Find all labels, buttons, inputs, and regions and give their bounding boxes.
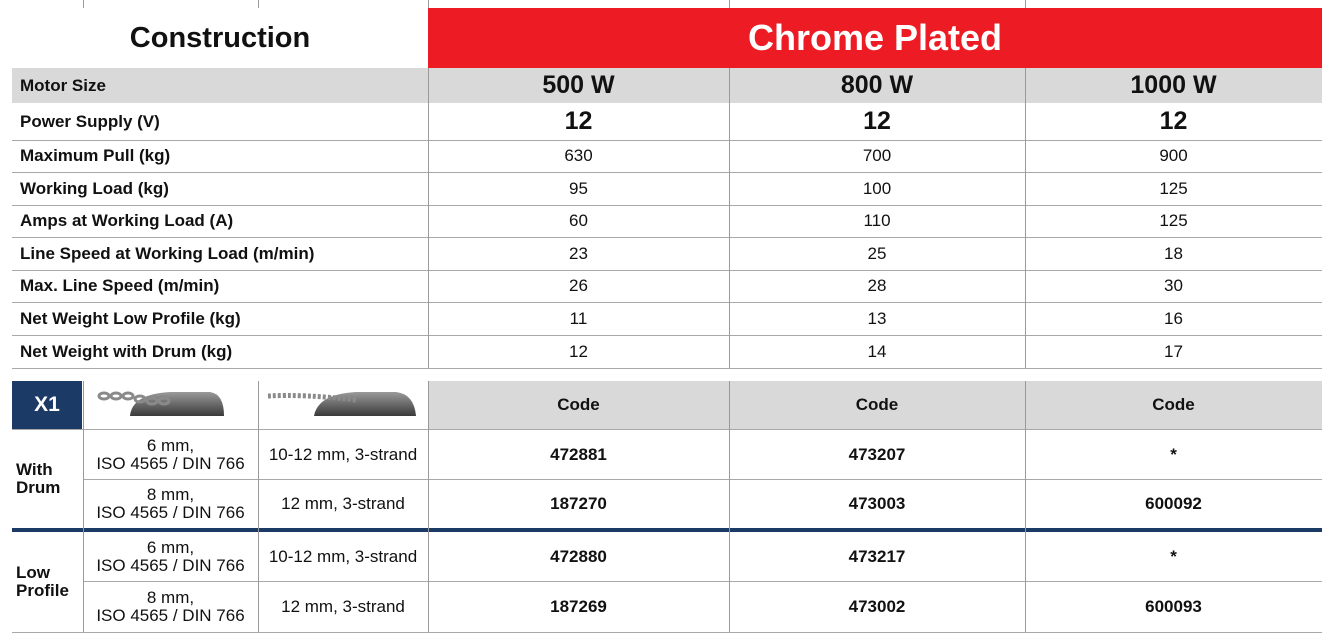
rope-gypsy-icon <box>264 386 424 420</box>
spec-row-value: 125 <box>1159 211 1188 230</box>
code-cell: 473003 <box>848 494 906 513</box>
spec-row-value: 12 <box>1159 107 1188 135</box>
spec-row-value: 12 <box>863 107 891 135</box>
code-header-1000: Code <box>1152 395 1195 414</box>
rope-size-cell: 10-12 mm, 3-strand <box>268 546 418 566</box>
spec-row-label: Maximum Pull (kg) <box>20 146 171 165</box>
code-cell: 473207 <box>848 444 906 464</box>
spec-row-label: Max. Line Speed (m/min) <box>20 276 220 295</box>
motor-size-label: Motor Size <box>20 75 106 95</box>
spec-row-value: 30 <box>1164 276 1183 295</box>
spec-row-label: Net Weight Low Profile (kg) <box>20 308 241 328</box>
code-cell: 187270 <box>550 494 607 513</box>
motor-size-500: 500 W <box>542 71 615 99</box>
motor-size-1000: 1000 W <box>1130 71 1217 99</box>
chain-size-cell: 8 mm, ISO 4565 / DIN 766 <box>96 588 245 625</box>
spec-row-value: 28 <box>867 276 887 295</box>
chain-gypsy-icon <box>90 386 230 420</box>
spec-row-label: Amps at Working Load (A) <box>20 211 234 230</box>
code-cell: 187269 <box>550 597 607 616</box>
group-label-line2: Profile <box>16 581 69 600</box>
spec-row-value: 17 <box>1164 341 1183 361</box>
spec-row-value: 23 <box>569 243 588 263</box>
code-cell: 472880 <box>550 546 607 566</box>
group-label-line2: Drum <box>16 478 61 497</box>
code-cell: 472881 <box>550 444 607 464</box>
spec-row-value: 16 <box>1164 308 1183 328</box>
construction-heading: Construction <box>129 21 311 54</box>
spec-row-value: 110 <box>863 211 891 230</box>
spec-row-value: 630 <box>564 146 593 165</box>
spec-row-value: 25 <box>867 243 887 263</box>
spec-row-value: 12 <box>569 341 588 361</box>
spec-row-value: 26 <box>569 276 588 295</box>
spec-row-value: 18 <box>1164 243 1183 263</box>
spec-row-value: 13 <box>867 308 887 328</box>
group-low-profile-label <box>12 532 82 632</box>
code-cell: * <box>1170 546 1177 566</box>
code-cell: 473217 <box>848 546 906 566</box>
code-cell: 600092 <box>1145 494 1202 513</box>
chain-size-cell: 6 mm, ISO 4565 / DIN 766 <box>96 435 245 473</box>
code-header-800: Code <box>855 395 899 414</box>
group-with-drum-label <box>12 430 82 528</box>
spec-row-value: 700 <box>862 146 892 165</box>
spec-row-value: 125 <box>1159 178 1188 198</box>
rope-size-cell: 12 mm, 3-strand <box>281 494 405 513</box>
code-cell: 473002 <box>848 597 906 616</box>
group-label-line1: Low <box>16 563 50 582</box>
spec-row-label: Power Supply (V) <box>20 111 160 131</box>
spec-row-value: 14 <box>867 341 887 361</box>
rope-size-cell: 10-12 mm, 3-strand <box>268 444 418 464</box>
spec-row-value: 900 <box>1159 146 1188 165</box>
rope-size-cell: 12 mm, 3-strand <box>281 597 405 616</box>
chain-size-cell: 6 mm, ISO 4565 / DIN 766 <box>96 537 245 575</box>
spec-row-label: Working Load (kg) <box>20 178 169 198</box>
code-cell: 600093 <box>1145 597 1202 616</box>
code-header-500: Code <box>557 395 600 414</box>
group-label-line1: With <box>16 460 53 479</box>
chrome-plated-heading: Chrome Plated <box>428 8 1322 68</box>
chain-size-cell: 8 mm, ISO 4565 / DIN 766 <box>96 485 245 522</box>
motor-size-800: 800 W <box>840 71 914 99</box>
spec-row-value: 95 <box>569 178 588 198</box>
spec-row-label: Net Weight with Drum (kg) <box>20 341 233 361</box>
spec-row-value: 12 <box>564 107 593 135</box>
x1-badge: X1 <box>12 381 82 429</box>
spec-row-value: 60 <box>569 211 588 230</box>
spec-row-value: 100 <box>862 178 892 198</box>
spec-row-value: 11 <box>569 308 588 328</box>
code-cell: * <box>1170 444 1177 464</box>
spec-row-label: Line Speed at Working Load (m/min) <box>20 243 315 263</box>
